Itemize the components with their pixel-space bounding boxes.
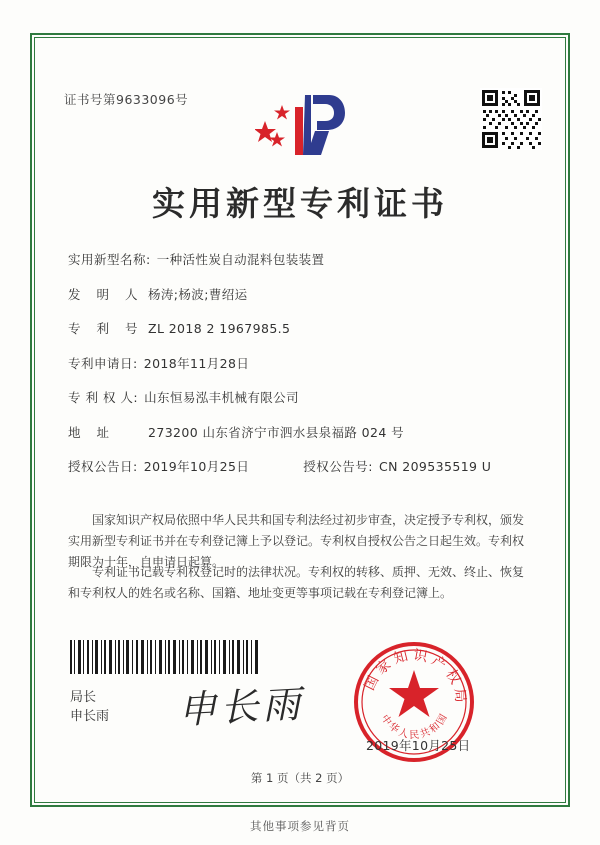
field-row-grant: [68, 457, 538, 475]
page-indicator: 第 1 页（共 2 页）: [250, 771, 350, 785]
signature-title-line1: 局长: [70, 690, 97, 705]
field-value-address: 273200 山东省济宁市泗水县泉福路 024 号: [148, 424, 404, 440]
field-value-grant-number: CN 209535519 U: [378, 459, 492, 474]
field-value-invention-name: 一种活性炭自动混料包装装置: [156, 252, 325, 267]
field-label-invention-name: 实用新型名称:: [68, 252, 151, 267]
field-value-patent-number: ZL 2018 2 1967985.5: [148, 321, 291, 336]
field-row-patent-number: [68, 319, 538, 337]
corner-ornament-top-left: [30, 33, 44, 47]
qr-code-icon: [480, 88, 542, 150]
certificate-number: 证书号第9633096号: [64, 92, 189, 107]
field-row-patentee: [68, 388, 538, 406]
signature-title: [70, 688, 109, 726]
seal-date: 2019年10月25日: [366, 738, 471, 753]
field-row-inventor: [68, 285, 538, 303]
svg-text:国家知识产权局: 国家知识产权局: [361, 647, 469, 708]
field-label-patentee: 专 利 权 人:: [68, 390, 139, 405]
footnote: 其他事项参见背页: [250, 819, 350, 833]
barcode: [70, 640, 260, 674]
paragraph-registry-statement: 专利证书记载专利权登记时的法律状况。专利权的转移、质押、无效、终止、恢复和专利权人的姓名或名称、国籍、地址变更等事项记载在专利登记簿上。: [68, 565, 525, 600]
corner-ornament-top-right: [556, 33, 570, 47]
field-label-inventor: 发 明 人: [68, 286, 144, 302]
field-value-grant-date: 2019年10月25日: [143, 459, 250, 474]
fields-block: [68, 250, 538, 492]
signature-title-line2: 申长雨: [70, 709, 110, 724]
field-row-address: [68, 423, 538, 441]
field-value-inventor: 杨涛;杨波;曹绍运: [148, 286, 248, 302]
field-label-grant-number: 授权公告号:: [303, 459, 373, 474]
field-value-patentee: 山东恒易泓丰机械有限公司: [144, 390, 299, 405]
corner-ornament-bottom-left: [30, 793, 44, 807]
field-label-address: 地 址: [68, 424, 115, 440]
sipo-logo-icon: [255, 85, 350, 165]
field-label-application-date: 专利申请日:: [68, 355, 138, 371]
field-row-invention-name: [68, 250, 538, 268]
handwritten-signature: 申长雨: [177, 681, 306, 733]
page-title: 实用新型专利证书: [152, 184, 448, 223]
svg-text:中华人民共和国: 中华人民共和国: [378, 711, 451, 742]
field-label-grant-date: 授权公告日:: [68, 459, 138, 474]
corner-ornament-bottom-right: [556, 793, 570, 807]
field-value-application-date: 2018年11月28日: [143, 355, 250, 371]
field-label-patent-number: 专 利 号: [68, 321, 144, 336]
paragraph-grant-statement: 国家知识产权局依照中华人民共和国专利法经过初步审查，决定授予专利权，颁发实用新型专利证书并在专利登记簿上予以登记。专利权自授权公告之日起生效。专利权期限为十年，自申请日起算。: [68, 513, 525, 569]
field-row-application-date: [68, 354, 538, 372]
